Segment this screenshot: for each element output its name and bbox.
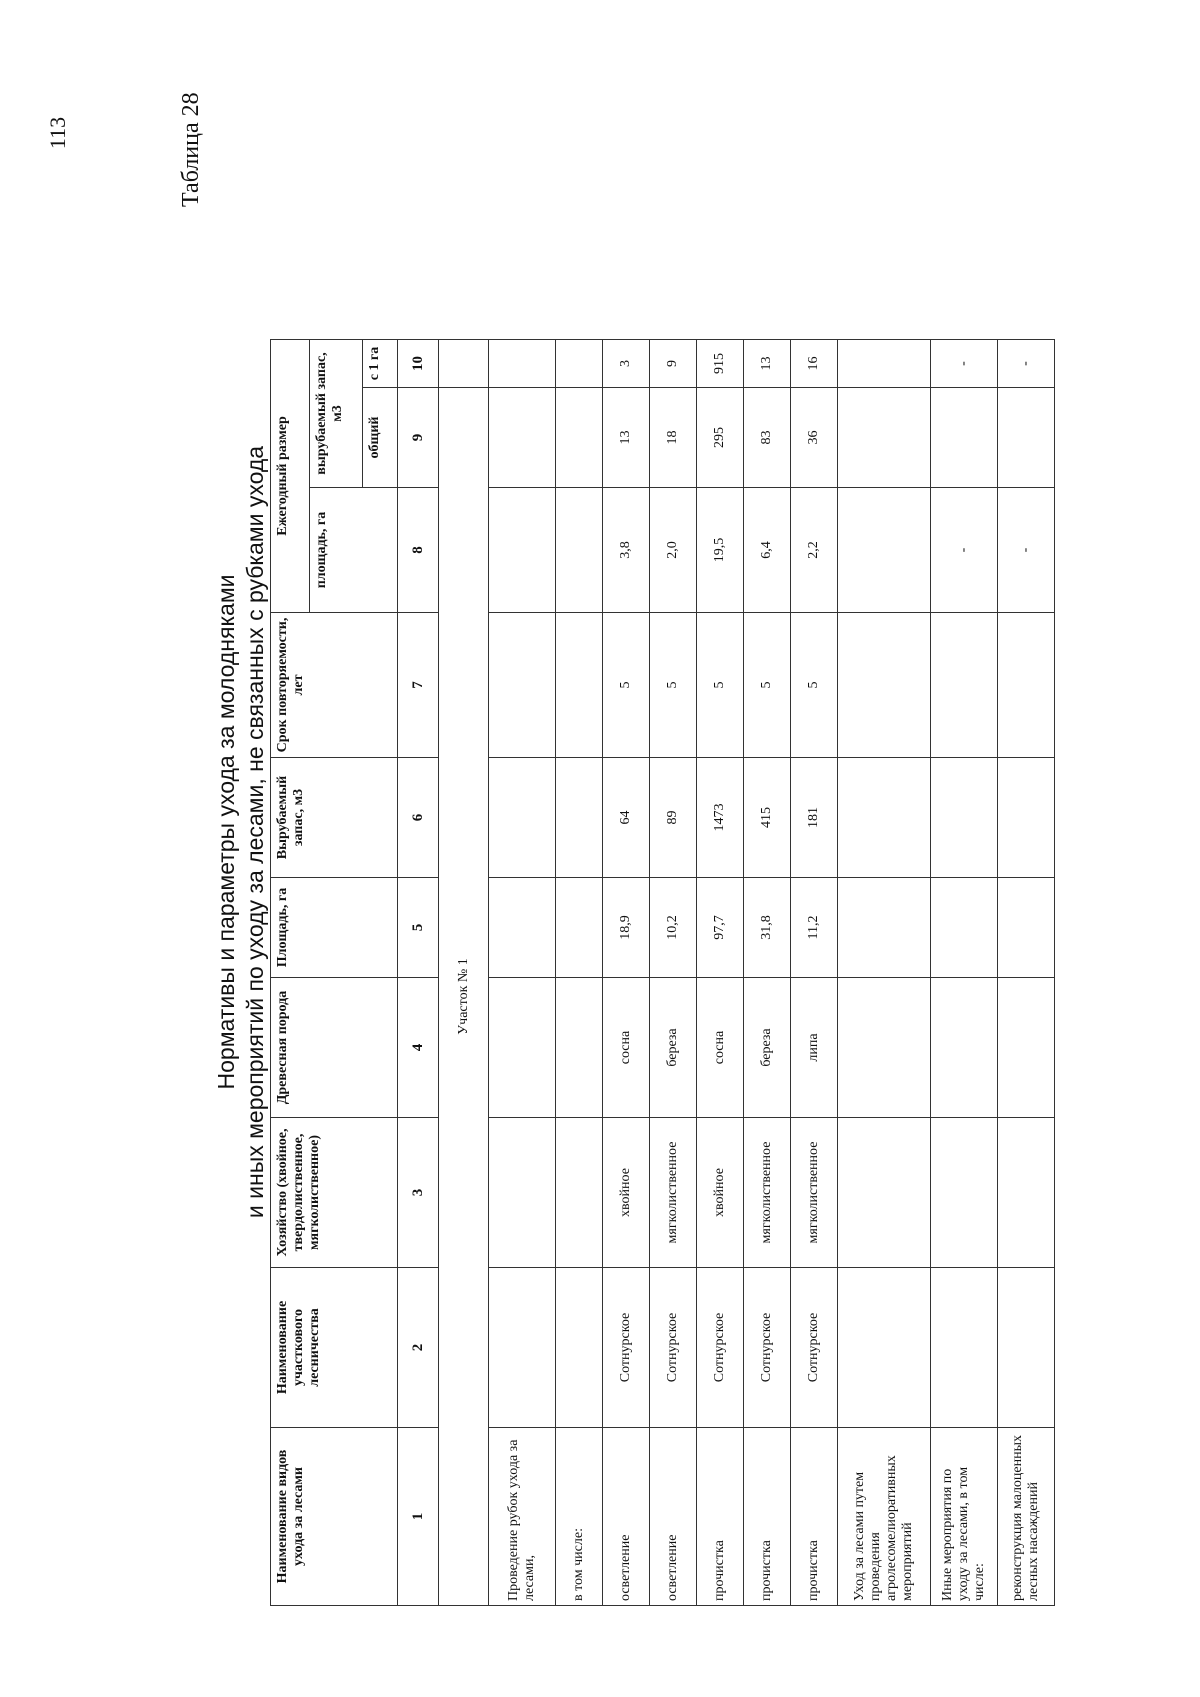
column-number: 7 — [398, 613, 439, 758]
section-row — [439, 340, 489, 1606]
table-row — [603, 340, 650, 1606]
cell-annual-per-ha — [556, 340, 603, 388]
cell-species — [931, 978, 998, 1118]
table-row — [838, 340, 931, 1606]
header-col-5: Площадь, га — [271, 878, 398, 978]
cell-annual-area: 2,2 — [791, 488, 838, 613]
cell-stock — [489, 758, 556, 878]
cell-area — [931, 878, 998, 978]
cell-stock: 1473 — [697, 758, 744, 878]
cell-period — [998, 613, 1055, 758]
cell-species — [556, 978, 603, 1118]
cell-forestry — [556, 1268, 603, 1428]
cell-name: Проведение рубок ухода за лесами, — [489, 1428, 556, 1606]
cell-annual-per-ha — [838, 340, 931, 388]
cell-annual-total — [489, 388, 556, 488]
cell-forestry — [838, 1268, 931, 1428]
cell-area: 18,9 — [603, 878, 650, 978]
title-line-1: Нормативы и параметры ухода за молодняками — [213, 574, 239, 1090]
cell-stock — [998, 758, 1055, 878]
cell-area — [838, 878, 931, 978]
cell-area: 10,2 — [650, 878, 697, 978]
cell-species: липа — [791, 978, 838, 1118]
forest-care-table — [270, 339, 1055, 1606]
cell-area: 11,2 — [791, 878, 838, 978]
header-col-9: общий — [363, 388, 398, 488]
cell-period — [931, 613, 998, 758]
cell-farm: мягколиственное — [650, 1118, 697, 1268]
cell-annual-per-ha: 3 — [603, 340, 650, 388]
cell-annual-total: 18 — [650, 388, 697, 488]
cell-stock — [931, 758, 998, 878]
table-number: Таблица 28 — [178, 92, 204, 207]
table-row — [650, 340, 697, 1606]
cell-name: прочистка — [791, 1428, 838, 1606]
cell-forestry — [931, 1268, 998, 1428]
cell-area: 97,7 — [697, 878, 744, 978]
cell-farm — [838, 1118, 931, 1268]
cell-name: прочистка — [697, 1428, 744, 1606]
cell-period: 5 — [744, 613, 791, 758]
section-title: Участок № 1 — [439, 388, 489, 1606]
cell-name: осветление — [603, 1428, 650, 1606]
cell-annual-total: 295 — [697, 388, 744, 488]
cell-annual-total — [931, 388, 998, 488]
title-line-2: и иных мероприятий по уходу за лесами, не связанных с рубками ухода — [242, 445, 268, 1219]
cell-name: прочистка — [744, 1428, 791, 1606]
cell-stock: 415 — [744, 758, 791, 878]
cell-area — [556, 878, 603, 978]
table-row — [489, 340, 556, 1606]
cell-stock: 89 — [650, 758, 697, 878]
cell-annual-area — [556, 488, 603, 613]
cell-area — [998, 878, 1055, 978]
cell-annual-per-ha: 16 — [791, 340, 838, 388]
column-number: 6 — [398, 758, 439, 878]
cell-annual-per-ha: - — [931, 340, 998, 388]
cell-species — [489, 978, 556, 1118]
header-col-10: с 1 га — [363, 340, 398, 388]
cell-annual-per-ha: 9 — [650, 340, 697, 388]
section-empty-cell — [439, 340, 489, 388]
cell-period: 5 — [603, 613, 650, 758]
cell-forestry — [998, 1268, 1055, 1428]
cell-farm — [556, 1118, 603, 1268]
cell-farm — [998, 1118, 1055, 1268]
cell-forestry: Сотнурское — [744, 1268, 791, 1428]
header-row-1 — [271, 340, 310, 1606]
cell-stock — [556, 758, 603, 878]
header-col-3: Хозяйство (хвойное, твердолиственное, мягколиственное) — [271, 1118, 398, 1268]
header-stock-group: вырубаемый запас, м3 — [310, 340, 363, 488]
header-col-4: Древесная порода — [271, 978, 398, 1118]
column-number: 9 — [398, 388, 439, 488]
cell-annual-area — [489, 488, 556, 613]
cell-farm — [931, 1118, 998, 1268]
column-number-row — [398, 340, 439, 1606]
cell-annual-per-ha: 915 — [697, 340, 744, 388]
cell-farm — [489, 1118, 556, 1268]
cell-stock — [838, 758, 931, 878]
cell-name: осветление — [650, 1428, 697, 1606]
table-row — [744, 340, 791, 1606]
cell-species: сосна — [603, 978, 650, 1118]
cell-name: в том числе: — [556, 1428, 603, 1606]
column-number: 5 — [398, 878, 439, 978]
cell-forestry: Сотнурское — [603, 1268, 650, 1428]
cell-forestry — [489, 1268, 556, 1428]
cell-area — [489, 878, 556, 978]
cell-period — [489, 613, 556, 758]
cell-period: 5 — [650, 613, 697, 758]
cell-area: 31,8 — [744, 878, 791, 978]
cell-annual-per-ha: - — [998, 340, 1055, 388]
cell-annual-area: - — [931, 488, 998, 613]
column-number: 8 — [398, 488, 439, 613]
cell-forestry: Сотнурское — [650, 1268, 697, 1428]
header-col-1: Наименование видов ухода за лесами — [271, 1428, 398, 1606]
cell-farm: мягколиственное — [744, 1118, 791, 1268]
cell-forestry: Сотнурское — [791, 1268, 838, 1428]
header-col-6: Вырубаемый запас, м3 — [271, 758, 398, 878]
cell-annual-area — [838, 488, 931, 613]
cell-annual-total — [556, 388, 603, 488]
header-col-2: Наименование участкового лесничества — [271, 1268, 398, 1428]
cell-farm: хвойное — [603, 1118, 650, 1268]
cell-species: береза — [650, 978, 697, 1118]
cell-annual-total: 83 — [744, 388, 791, 488]
cell-farm: хвойное — [697, 1118, 744, 1268]
column-number: 4 — [398, 978, 439, 1118]
cell-stock: 181 — [791, 758, 838, 878]
cell-name: Иные мероприятия по уходу за лесами, в том числе: — [931, 1428, 998, 1606]
cell-species: сосна — [697, 978, 744, 1118]
cell-annual-area: 3,8 — [603, 488, 650, 613]
table-row — [556, 340, 603, 1606]
cell-name: Уход за лесами путем проведения агролесомелиоративных мероприятий — [838, 1428, 931, 1606]
cell-annual-per-ha — [489, 340, 556, 388]
cell-annual-area: - — [998, 488, 1055, 613]
cell-period — [838, 613, 931, 758]
cell-species — [838, 978, 931, 1118]
cell-annual-area: 6,4 — [744, 488, 791, 613]
cell-annual-per-ha: 13 — [744, 340, 791, 388]
table-row — [931, 340, 998, 1606]
cell-period: 5 — [697, 613, 744, 758]
cell-annual-total: 13 — [603, 388, 650, 488]
table-row — [697, 340, 744, 1606]
cell-annual-total: 36 — [791, 388, 838, 488]
column-number: 2 — [398, 1268, 439, 1428]
cell-species — [998, 978, 1055, 1118]
header-col-8: площадь, га — [310, 488, 398, 613]
cell-annual-total — [998, 388, 1055, 488]
table-body — [489, 340, 1055, 1606]
cell-annual-area: 2,0 — [650, 488, 697, 613]
cell-stock: 64 — [603, 758, 650, 878]
table-row — [998, 340, 1055, 1606]
column-number: 1 — [398, 1428, 439, 1606]
column-number: 3 — [398, 1118, 439, 1268]
cell-annual-area: 19,5 — [697, 488, 744, 613]
cell-period — [556, 613, 603, 758]
cell-species: береза — [744, 978, 791, 1118]
column-number: 10 — [398, 340, 439, 388]
cell-forestry: Сотнурское — [697, 1268, 744, 1428]
cell-farm: мягколиственное — [791, 1118, 838, 1268]
cell-annual-total — [838, 388, 931, 488]
document-title — [212, 182, 270, 1482]
page-number: 113 — [45, 116, 70, 150]
table-row — [791, 340, 838, 1606]
cell-name: реконструкция малоценных лесных насаждений — [998, 1428, 1055, 1606]
header-col-7: Срок повторяемости, лет — [271, 613, 398, 758]
cell-period: 5 — [791, 613, 838, 758]
header-annual-group: Ежегодный размер — [271, 340, 310, 613]
